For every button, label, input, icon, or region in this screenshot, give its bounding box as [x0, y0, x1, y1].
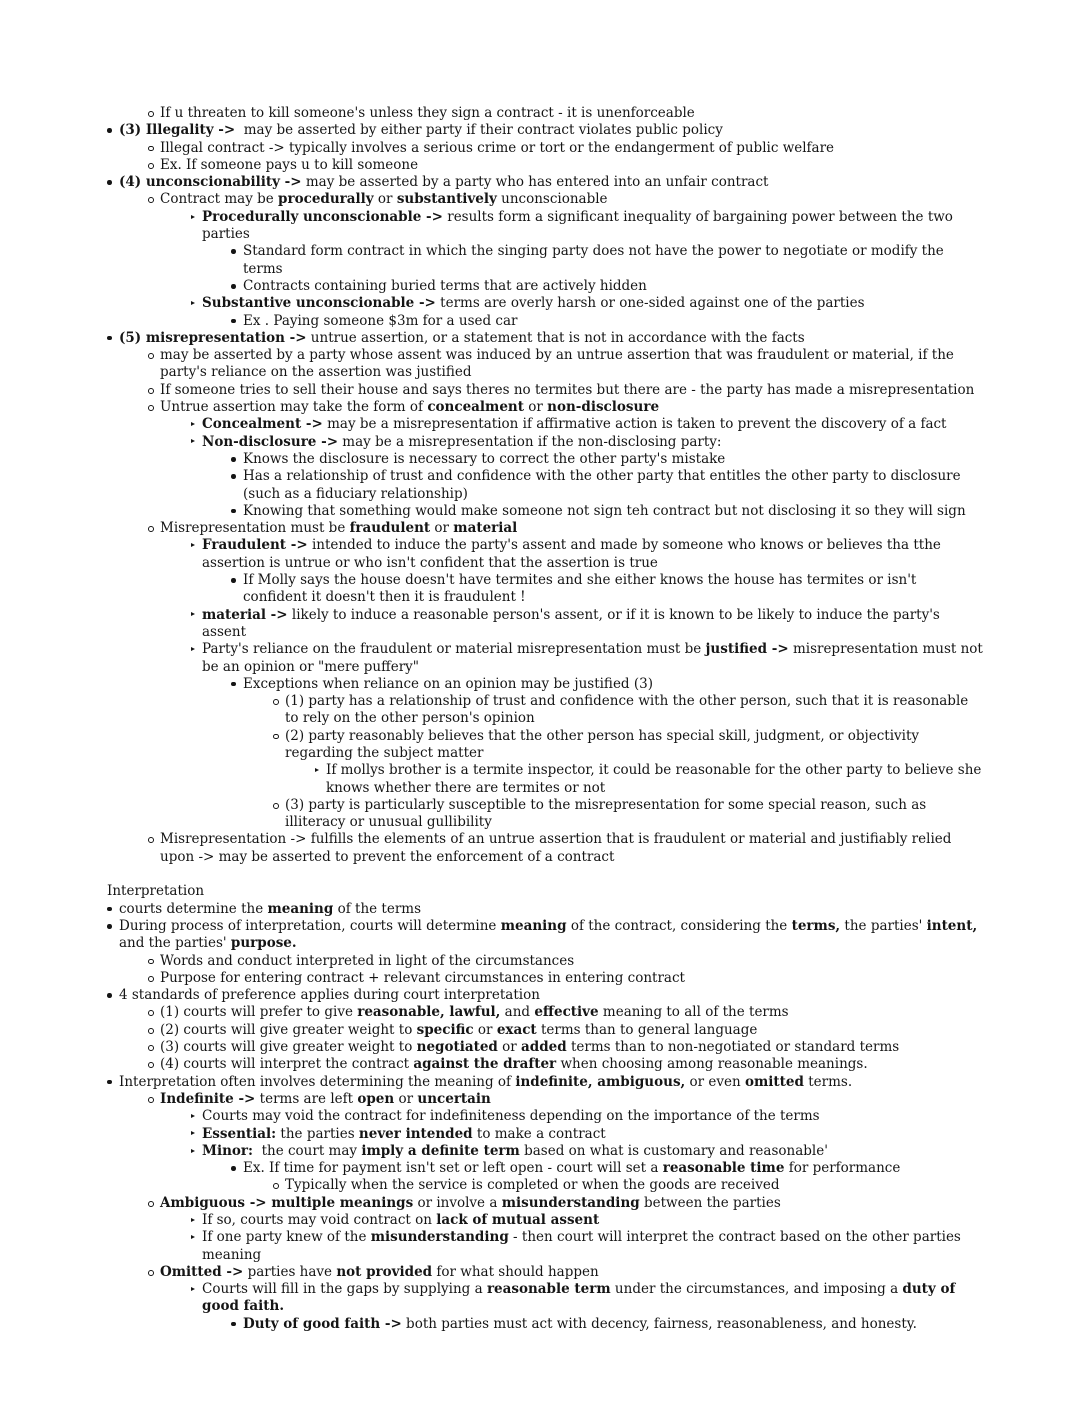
bullet-circle-icon: [148, 1045, 154, 1051]
document-page: [107, 105, 988, 1333]
list-item: [107, 313, 983, 330]
list-item-text: Contracts containing buried terms that are actively hidden: [243, 277, 647, 294]
bullet-disc-icon: [231, 457, 236, 462]
list-item-text: Has a relationship of trust and confidence with the other party that entitles the other party to disclosure (such as a fiduciary relationship): [243, 468, 965, 502]
list-item: [107, 1143, 983, 1160]
list-item-text: (1) courts will prefer to give reasonable, lawful, and effective meaning to all of the terms: [160, 1004, 789, 1021]
list-item: [107, 1281, 983, 1316]
bullet-triangle-icon: [191, 1218, 195, 1222]
bullet-circle-icon: [148, 197, 154, 203]
list-item-text: Concealment -> may be a misrepresentation if affirmative action is taken to prevent the discovery of a fact: [202, 416, 947, 433]
bullet-triangle-icon: [191, 612, 195, 616]
list-item: [107, 1074, 983, 1091]
bullet-disc-icon: [231, 319, 236, 324]
bullet-triangle-icon: [191, 422, 195, 426]
bullet-triangle-icon: [191, 215, 195, 219]
list-item: [107, 572, 983, 607]
list-item-text: Contract may be procedurally or substantively unconscionable: [160, 191, 608, 208]
list-item: [107, 1039, 983, 1056]
list-item-text: 4 standards of preference applies during court interpretation: [119, 987, 540, 1004]
list-item: [107, 797, 983, 832]
bullet-triangle-icon: [191, 1114, 195, 1118]
list-item-text: If so, courts may void contract on lack of mutual assent: [202, 1212, 600, 1228]
list-item: [107, 434, 983, 451]
bullet-disc-icon: [231, 249, 236, 254]
bullet-circle-icon: [148, 1010, 154, 1016]
list-item-text: (3) party is particularly susceptible to the misrepresentation for some special reason, such as illiteracy or unusual gullibility: [285, 796, 931, 831]
list-item-text: Interpretation often involves determining the meaning of indefinite, ambiguous, or even omitted terms.: [119, 1073, 853, 1090]
list-item-text: Misrepresentation must be fraudulent or material: [160, 520, 518, 537]
bullet-circle-icon: [148, 388, 154, 394]
list-item: [107, 728, 983, 763]
list-item: [107, 1160, 983, 1177]
bullet-circle-icon: [273, 803, 279, 809]
list-item-text: Party's reliance on the fraudulent or material misrepresentation must be justified -> misrepresentation must not be an opinion or "mere puffery": [202, 641, 988, 675]
bullet-disc-icon: [231, 682, 236, 687]
bullet-disc-icon: [107, 993, 112, 998]
bullet-triangle-icon: [191, 543, 195, 547]
bullet-circle-icon: [148, 976, 154, 982]
list-item: [107, 1022, 983, 1039]
list-item-text: Duty of good faith -> both parties must act with decency, fairness, reasonableness, and honesty.: [243, 1315, 917, 1332]
bullet-disc-icon: [107, 924, 112, 929]
section-heading: Interpretation: [107, 883, 205, 900]
list-item-text: Courts may void the contract for indefiniteness depending on the importance of the terms: [202, 1108, 820, 1125]
list-item: [107, 1229, 983, 1264]
list-item-text: If one party knew of the misunderstanding - then court will interpret the contract based on the other parties meaning: [202, 1229, 966, 1263]
list-item-text: (2) party reasonably believes that the other person has special skill, judgment, or objectivity regarding the subject matter: [285, 727, 924, 761]
list-item: [107, 416, 983, 433]
list-item: [107, 831, 983, 866]
list-item: [107, 1177, 983, 1194]
bullet-circle-icon: [148, 1270, 154, 1276]
bullet-circle-icon: [148, 353, 154, 359]
bullet-disc-icon: [231, 509, 236, 514]
bullet-disc-icon: [107, 180, 112, 185]
list-item-text: material -> likely to induce a reasonable person's assent, or if it is known to be likely to induce the party's assent: [202, 606, 945, 640]
list-item: [107, 987, 983, 1004]
list-item: [107, 970, 983, 987]
list-item-text: Illegal contract -> typically involves a serious crime or tort or the endangerment of public welfare: [160, 139, 835, 156]
list-item-text: Essential: the parties never intended to make a contract: [202, 1125, 606, 1142]
bullet-circle-icon: [148, 1028, 154, 1034]
list-item: [107, 278, 983, 295]
bullet-disc-icon: [231, 1166, 236, 1171]
bullet-triangle-icon: [191, 1287, 195, 1291]
list-item-text: Misrepresentation -> fulfills the elements of an untrue assertion that is fraudulent or material and justifiably relied upon -> may be asserted to prevent the enforcement of a contract: [160, 831, 956, 865]
list-item: [107, 1108, 983, 1125]
list-item-text: Standard form contract in which the singing party does not have the power to negotiate or modify the terms: [243, 243, 949, 277]
list-item: [107, 1195, 983, 1212]
list-item: [107, 1264, 983, 1281]
list-item-text: If mollys brother is a termite inspector, it could be reasonable for the other party to believe she knows whether there are termites or not: [326, 762, 986, 796]
list-item: [107, 953, 983, 970]
bullet-disc-icon: [107, 128, 112, 133]
list-item-text: Omitted -> parties have not provided for what should happen: [160, 1263, 599, 1280]
list-item: [107, 762, 986, 797]
list-item-text: If someone tries to sell their house and says theres no termites but there are - the party has made a misrepresentation: [160, 381, 975, 398]
list-item: [107, 918, 983, 953]
list-item: [107, 537, 983, 572]
list-item: [107, 641, 988, 676]
list-item: [107, 901, 983, 918]
list-item-text: Knows the disclosure is necessary to correct the other party's mistake: [243, 450, 726, 467]
list-item: [107, 1212, 983, 1229]
list-item-text: Untrue assertion may take the form of concealment or non-disclosure: [160, 399, 660, 416]
list-item-text: Typically when the service is completed or when the goods are received: [285, 1177, 780, 1194]
bullet-circle-icon: [273, 699, 279, 705]
list-item-text: If u threaten to kill someone's unless they sign a contract - it is unenforceable: [160, 105, 695, 121]
list-item: [107, 451, 983, 468]
list-item-text: Ex. If someone pays u to kill someone: [160, 156, 419, 173]
list-item: [107, 174, 983, 191]
list-item: [107, 693, 983, 728]
list-item-text: Non-disclosure -> may be a misrepresentation if the non-disclosing party:: [202, 433, 722, 450]
list-item: [107, 122, 983, 139]
list-item-text: During process of interpretation, courts will determine meaning of the contract, considering the terms, the parties' intent, and the parties' purpose.: [119, 917, 982, 952]
list-item: [107, 330, 983, 347]
list-item-text: (2) courts will give greater weight to specific or exact terms than to general language: [160, 1021, 758, 1038]
bullet-circle-icon: [148, 959, 154, 965]
bullet-circle-icon: [148, 163, 154, 169]
list-item: [107, 1004, 983, 1021]
list-item: [107, 157, 983, 174]
bullet-circle-icon: [273, 734, 279, 740]
bullet-circle-icon: [148, 1097, 154, 1103]
bullet-triangle-icon: [191, 1149, 195, 1153]
list-item-text: (3) Illegality -> may be asserted by either party if their contract violates public policy: [119, 122, 723, 139]
list-item-text: courts determine the meaning of the terms: [119, 900, 422, 917]
bullet-disc-icon: [107, 1080, 112, 1085]
bullet-circle-icon: [148, 526, 154, 532]
list-item-text: Ex. If time for payment isn't set or left open - court will set a reasonable time for performance: [243, 1160, 901, 1177]
list-item: [107, 1126, 983, 1143]
list-item-text: Procedurally unconscionable -> results form a significant inequality of bargaining power between the two parties: [202, 208, 958, 243]
list-item: [107, 243, 983, 278]
bullet-disc-icon: [231, 1322, 236, 1327]
list-item: [107, 1056, 983, 1073]
list-item-text: Ex . Paying someone $3m for a used car: [243, 312, 518, 329]
bullet-triangle-icon: [191, 439, 195, 443]
list-item-text: (4) unconscionability -> may be asserted by a party who has entered into an unfair contract: [119, 174, 769, 191]
list-item: [107, 1091, 983, 1108]
list-item: [107, 382, 983, 399]
list-item-text: Fraudulent -> intended to induce the party's assent and made by someone who knows or believes tha tthe assertion is untrue or who isn't confident that the assertion is true: [202, 537, 946, 571]
list-item: [107, 399, 983, 416]
list-item: [107, 209, 983, 244]
list-item-text: Courts will fill in the gaps by supplying a reasonable term under the circumstances, and imposing a duty of good faith.: [202, 1281, 960, 1315]
list-item: [107, 468, 983, 503]
list-item-text: may be asserted by a party whose assent was induced by an untrue assertion that was fraudulent or material, if the party's reliance on the assertion was justified: [160, 347, 959, 381]
list-item-text: Purpose for entering contract + relevant circumstances in entering contract: [160, 969, 685, 986]
list-item-text: (3) courts will give greater weight to negotiated or added terms than to non-negotiated or standard terms: [160, 1039, 900, 1056]
bullet-circle-icon: [273, 1183, 279, 1189]
bullet-disc-icon: [231, 284, 236, 289]
list-item: [107, 520, 983, 537]
bullet-triangle-icon: [191, 301, 195, 305]
list-item-text: Ambiguous -> multiple meanings or involve a misunderstanding between the parties: [160, 1194, 781, 1211]
bullet-triangle-icon: [191, 1235, 195, 1239]
list-item: [107, 607, 983, 642]
bullet-disc-icon: [231, 474, 236, 479]
list-item-text: (4) courts will interpret the contract against the drafter when choosing among reasonable meanings.: [160, 1056, 868, 1073]
bullet-circle-icon: [148, 1201, 154, 1207]
list-item: [107, 347, 983, 382]
list-item-text: Knowing that something would make someone not sign teh contract but not disclosing it so they will sign: [243, 502, 966, 519]
list-item-text: Words and conduct interpreted in light of the circumstances: [160, 952, 575, 969]
bullet-triangle-icon: [191, 1131, 195, 1135]
list-item-text: Exceptions when reliance on an opinion may be justified (3): [243, 675, 653, 692]
bullet-disc-icon: [231, 578, 236, 583]
list-item: [107, 140, 983, 157]
list-item-text: Minor: the court may imply a definite term based on what is customary and reasonable': [202, 1142, 828, 1159]
bullet-circle-icon: [148, 405, 154, 411]
list-item-text: If Molly says the house doesn't have termites and she either knows the house has termites or isn't confident it doesn't then it is fraudulent !: [243, 572, 921, 606]
bullet-triangle-icon: [191, 647, 195, 651]
list-item-text: Indefinite -> terms are left open or uncertain: [160, 1090, 491, 1107]
list-item: [107, 105, 983, 122]
list-item: [107, 503, 983, 520]
bullet-circle-icon: [148, 111, 154, 117]
list-item-text: Substantive unconscionable -> terms are overly harsh or one-sided against one of the parties: [202, 295, 865, 312]
list-item: [107, 1316, 983, 1333]
list-item-text: (1) party has a relationship of trust and confidence with the other person, such that it is reasonable to rely on the other person's opinion: [285, 693, 973, 727]
list-item: [107, 676, 983, 693]
bullet-triangle-icon: [315, 768, 319, 772]
bullet-circle-icon: [148, 837, 154, 843]
bullet-disc-icon: [107, 336, 112, 341]
list-item-text: (5) misrepresentation -> untrue assertion, or a statement that is not in accordance with the facts: [119, 329, 805, 346]
bullet-circle-icon: [148, 146, 154, 152]
bullet-disc-icon: [107, 907, 112, 912]
list-item: [107, 295, 983, 312]
list-item: [107, 191, 983, 208]
bullet-circle-icon: [148, 1062, 154, 1068]
